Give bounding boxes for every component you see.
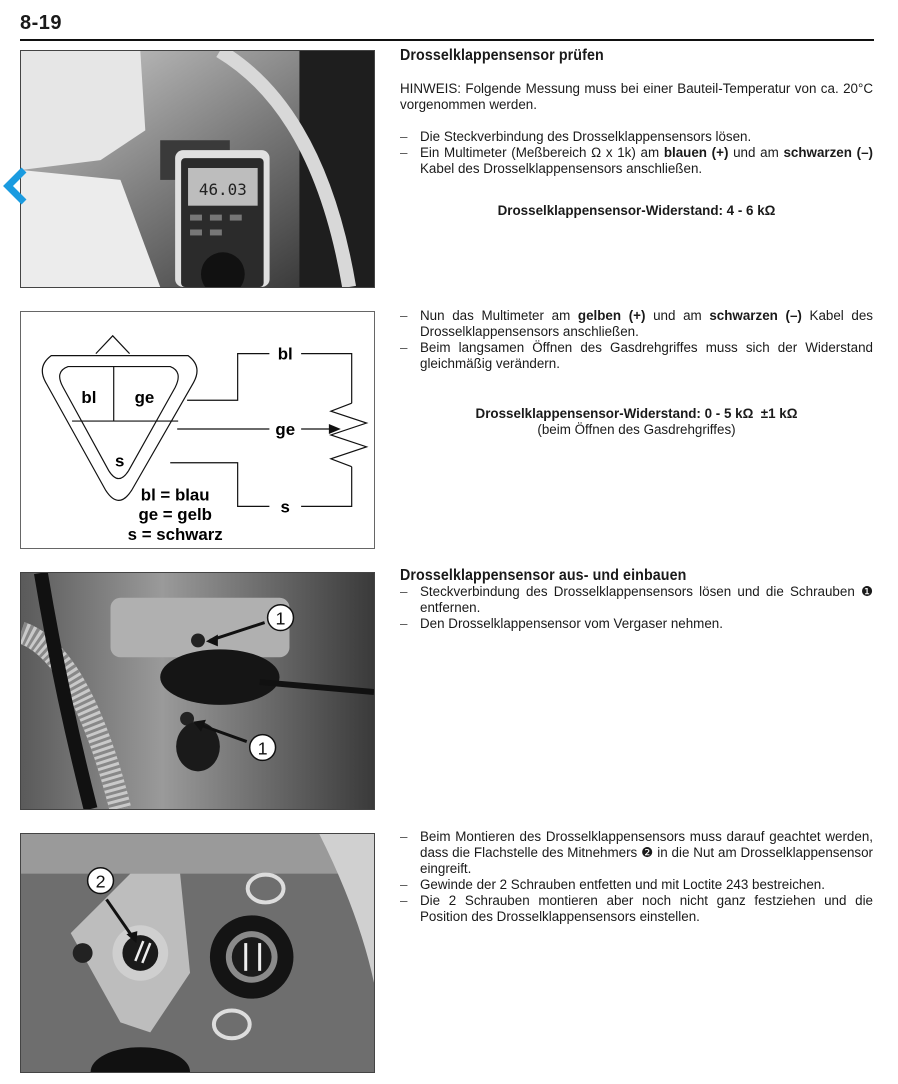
- step-item: – Den Drosselklappensensor vom Vergaser nehmen.: [400, 616, 873, 632]
- section-remove-install: [400, 568, 873, 632]
- step-item: – Nun das Multimeter am gelben (+) und am schwarzen (–) Kabel des Drosselklappensensors anschließen.: [400, 308, 873, 340]
- connector-label-bl: bl: [81, 388, 97, 408]
- header-rule: [20, 39, 874, 41]
- multimeter-photo: [20, 50, 375, 288]
- step-item: – Steckverbindung des Drosselklappensensors lösen und die Schrauben ❶ entfernen.: [400, 584, 873, 616]
- callout-marker: ❶: [860, 584, 873, 599]
- resistance-spec-note: (beim Öffnen des Gasdrehgriffes): [537, 422, 736, 437]
- note-text: HINWEIS: Folgende Messung muss bei einer Bauteil-Temperatur von ca. 20°C vorgenommen werden.: [400, 81, 873, 112]
- step-item: – Gewinde der 2 Schrauben entfetten und mit Loctite 243 bestreichen.: [400, 877, 873, 893]
- legend-schwarz: s = schwarz: [127, 525, 223, 545]
- callout-marker: ❷: [641, 845, 654, 860]
- connector-label-s: s: [114, 451, 125, 471]
- chevron-left-icon: [2, 166, 32, 206]
- page-number: 8-19: [20, 12, 63, 34]
- steps-list: [400, 129, 873, 177]
- step-item: – Ein Multimeter (Meßbereich Ω x 1k) am blauen (+) und am schwarzen (–) Kabel des Drosselklappensensors anschließen.: [400, 145, 873, 177]
- connector-label-ge: ge: [134, 388, 155, 408]
- section-title: Drosselklappensensor aus- und einbauen: [400, 567, 687, 584]
- svg-text:2: 2: [95, 871, 106, 892]
- sensor-mount-photo: [20, 833, 375, 1073]
- svg-text:1: 1: [275, 608, 286, 629]
- steps-list: [400, 308, 873, 372]
- legend-blau: bl = blau: [140, 485, 210, 505]
- wiring-diagram: [20, 311, 375, 549]
- step-item: – Beim langsamen Öffnen des Gasdrehgriffes muss sich der Widerstand gleichmäßig verändern.: [400, 340, 873, 372]
- section-mounting: [400, 829, 873, 925]
- legend-gelb: ge = gelb: [138, 505, 212, 525]
- section-check-wiper: [400, 308, 873, 438]
- sensor-removal-photo: [20, 572, 375, 810]
- wire-label-bl: bl: [277, 344, 293, 364]
- resistance-spec: Drosselklappensensor-Widerstand: 4 - 6 kΩ: [497, 203, 776, 218]
- multimeter-display-reading: 46.03: [198, 179, 247, 199]
- section-check-sensor: [400, 48, 873, 219]
- steps-list: [400, 829, 873, 925]
- wire-label-ge: ge: [275, 419, 296, 439]
- back-button[interactable]: [2, 166, 32, 206]
- svg-text:1: 1: [257, 738, 268, 759]
- step-item: – Die 2 Schrauben montieren aber noch nicht ganz festziehen und die Position des Drosselklappensensors einstellen.: [400, 893, 873, 925]
- section-title: Drosselklappensensor prüfen: [400, 47, 604, 64]
- steps-list: [400, 584, 873, 632]
- wire-label-s: s: [280, 497, 290, 517]
- step-item: – Beim Montieren des Drosselklappensensors muss darauf geachtet werden, dass die Flachstelle des Mitnehmers ❷ in die Nut am Drosselklappensensor eingreift.: [400, 829, 873, 877]
- step-item: – Die Steckverbindung des Drosselklappensensors lösen.: [400, 129, 873, 145]
- resistance-spec: Drosselklappensensor-Widerstand: 0 - 5 kΩ ±1 kΩ: [475, 406, 798, 421]
